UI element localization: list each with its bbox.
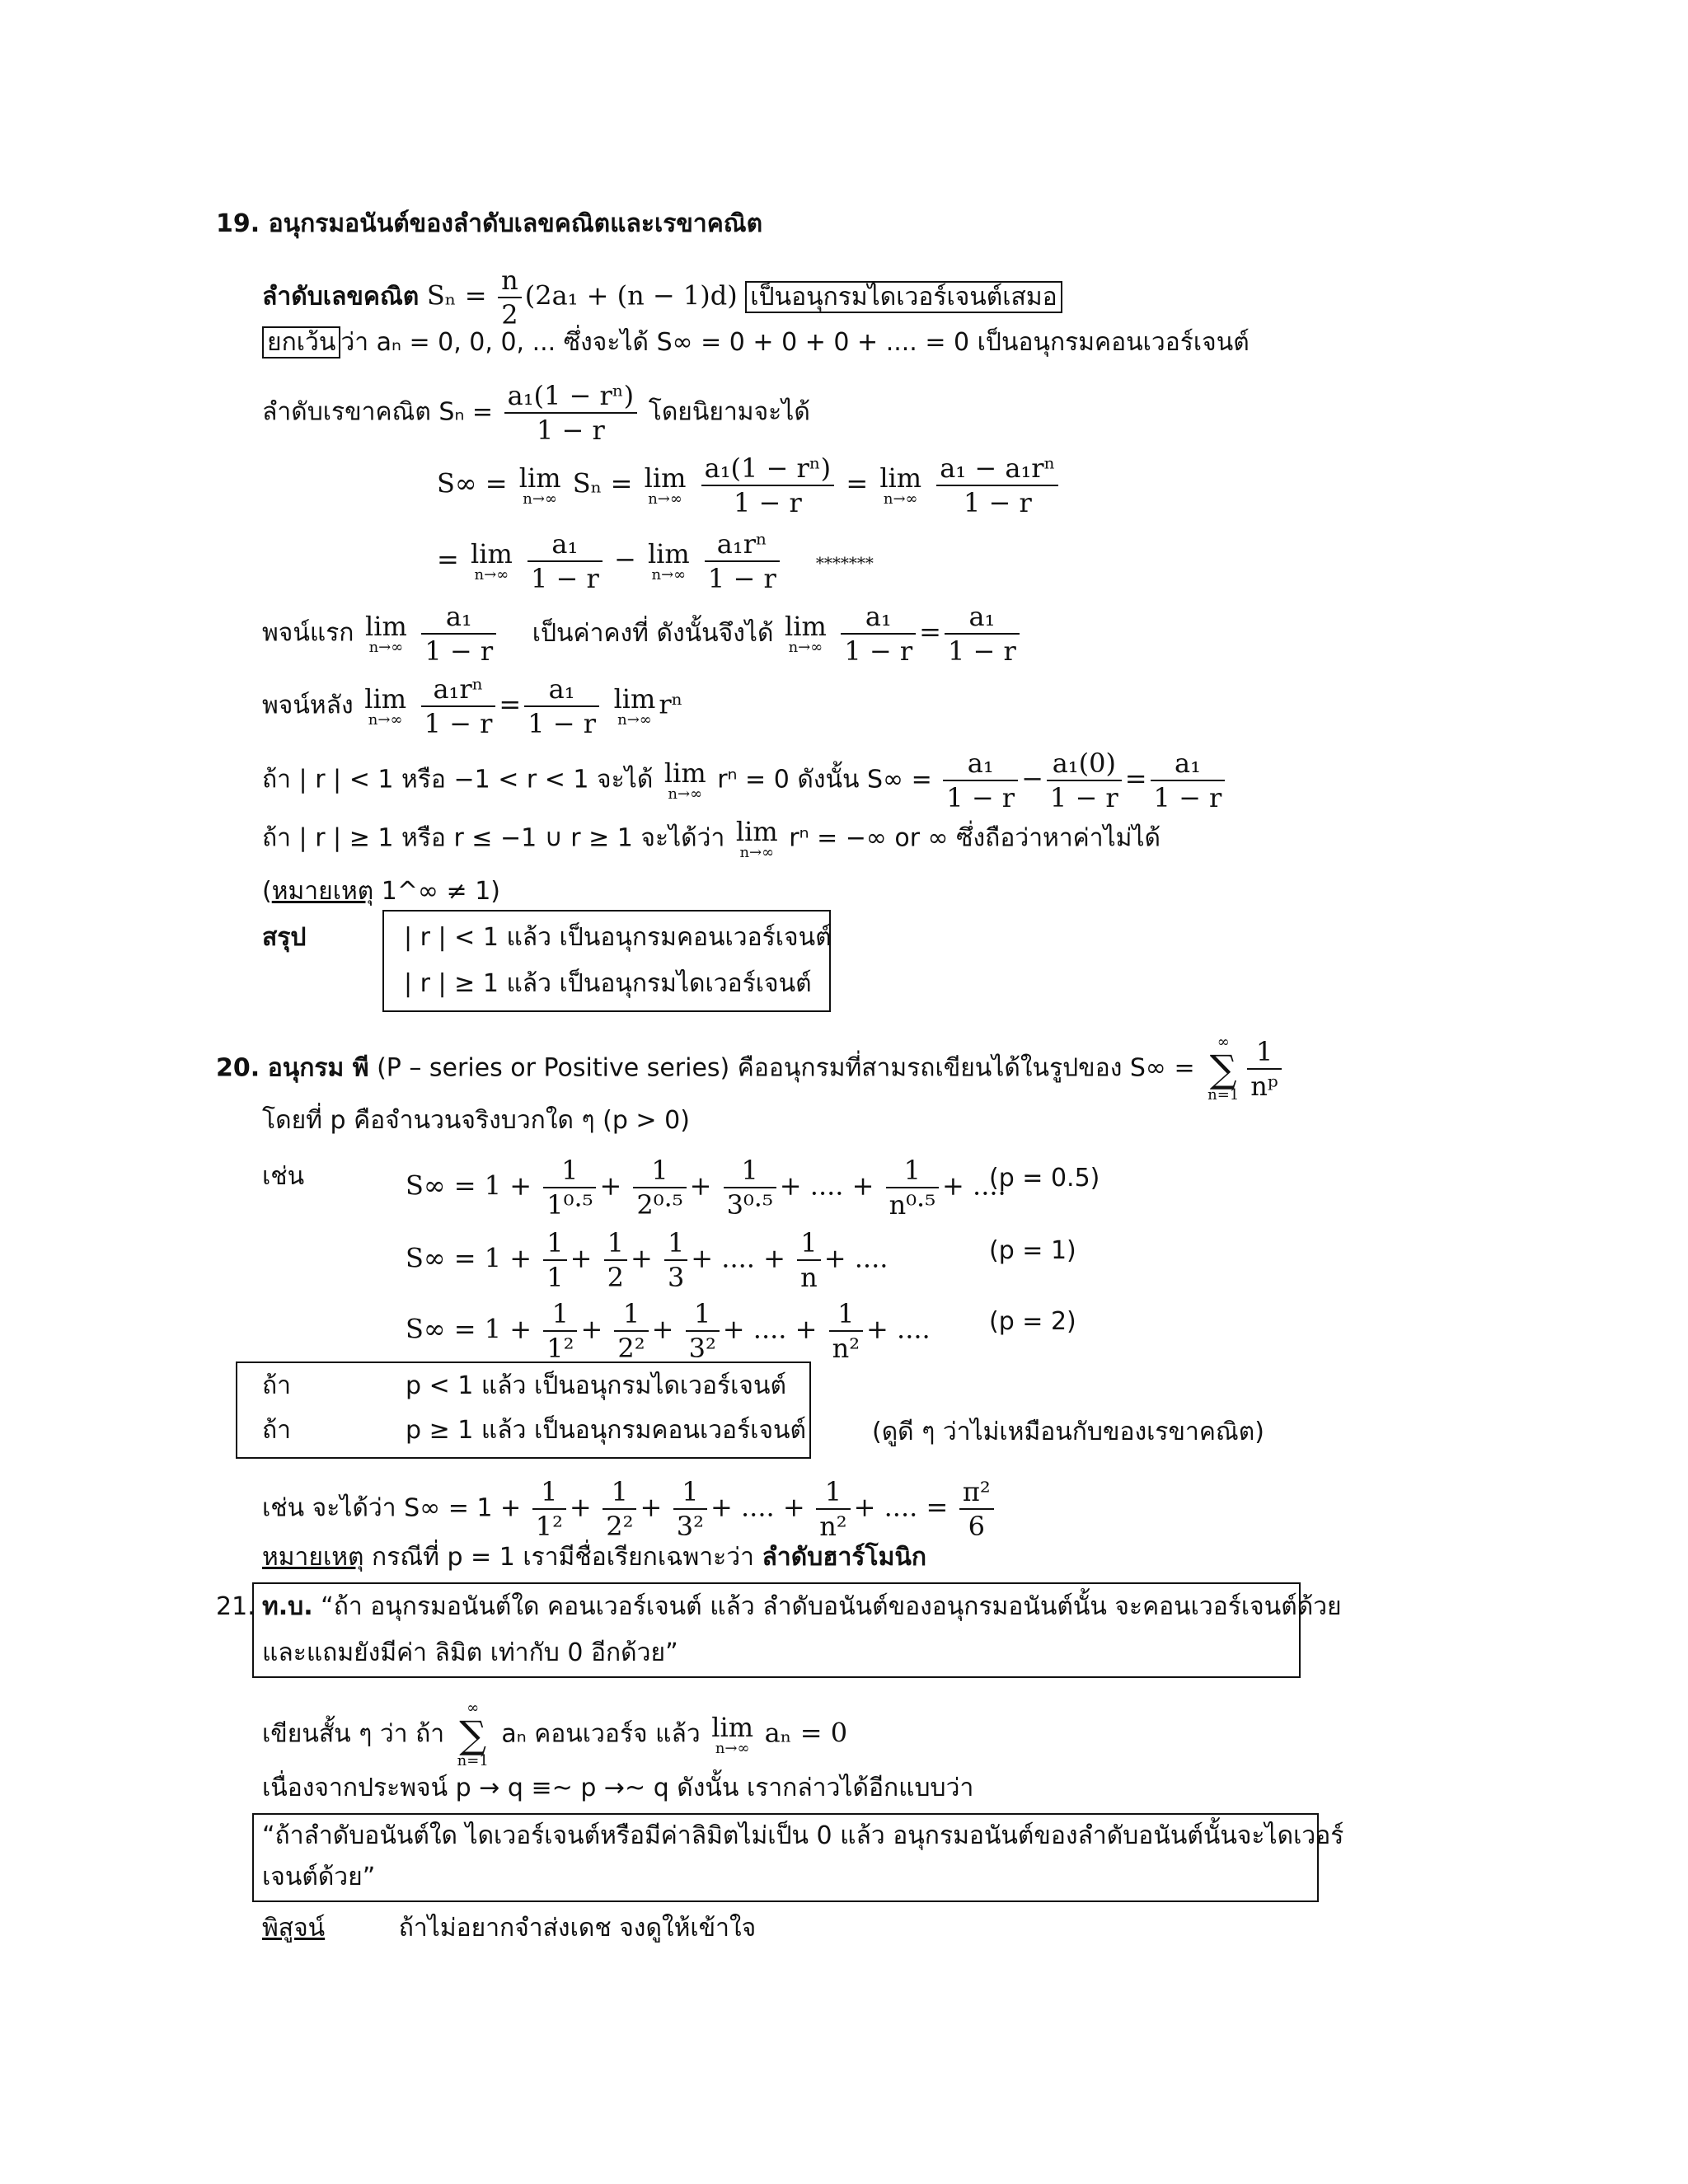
s21-num: 21. xyxy=(216,1592,256,1621)
lim-12: lim n→∞ xyxy=(711,1712,754,1757)
section-20-heading xyxy=(216,1035,1285,1103)
geo-frac: $\frac{\text{a₁(1 − rⁿ)}}{1 - r}$ xyxy=(504,379,638,447)
cond-1: p < 1 แล้ว เป็นอนุกรมไดเวอร์เจนต์ xyxy=(406,1371,786,1400)
geo-label: ลำดับเรขาคณิต Sₙ = xyxy=(262,397,494,427)
note-text: 1^∞ ≠ 1) xyxy=(381,877,500,906)
where-line: โดยที่ p คือจำนวนจริงบวกใด ๆ (p > 0) xyxy=(262,1106,690,1135)
eq2-line: = lim n→∞ $\frac{\text{a₁}}{1 - r}$ − lim n→∞ $\frac{\text{a₁rⁿ}}{1 - r}$ ******* xyxy=(437,528,874,594)
theorem-line-1 xyxy=(262,1591,1342,1624)
eq1-lhs: S∞ = xyxy=(437,467,516,499)
ex2-line: S∞ = 1 + $\frac{1}{1}$ + $\frac{1}{2}$ + $\frac{1}{3}$ + .... + $\frac{1}{n}$ + .... xyxy=(406,1227,889,1293)
if2-a: ถ้า | r | ≥ 1 หรือ r ≤ −1 ∪ r ≥ 1 จะได้ว่า xyxy=(262,823,725,853)
first-const: เป็นค่าคงที่ ดังนั้นจึงได้ xyxy=(532,618,774,648)
if1-a: ถ้า | r | < 1 หรือ −1 < r < 1 จะได้ xyxy=(262,765,654,794)
lim-2: lim n→∞ xyxy=(644,462,687,508)
st-frac-1: $\frac{\text{a₁rⁿ}}{1 - r}$ xyxy=(421,673,496,740)
geo-line xyxy=(262,379,810,447)
cond-if-2: ถ้า xyxy=(262,1416,292,1445)
ft-frac-1: $\frac{\text{a₁}}{1 - r}$ xyxy=(421,600,496,668)
if1-frac-2: $\frac{\text{a₁(0)}}{1 - r}$ xyxy=(1047,747,1122,814)
harmonic-term: ลำดับฮาร์โมนิก xyxy=(762,1543,927,1572)
ex1-line: S∞ = 1 + $\frac{1}{\text{1⁰·⁵}}$ + $\frac{1}{\text{2⁰·⁵}}$ + $\frac{1}{\text{3⁰·⁵}}$ + .... + $\frac{1}{\text{n⁰·⁵}}$ + .... xyxy=(406,1155,1006,1221)
cond-if-1: ถ้า xyxy=(262,1371,292,1400)
proof-text: ถ้าไม่อยากจำส่งเดช จงดูให้เข้าใจ xyxy=(398,1914,757,1943)
lim-5: lim n→∞ xyxy=(647,538,690,583)
lim-9: lim n→∞ xyxy=(613,683,656,729)
harmonic-text: กรณีที่ p = 1 เรามีชื่อเรียกเฉพาะว่า xyxy=(372,1543,754,1572)
because-line: เนื่องจากประพจน์ p → q ≡~ p →~ q ดังนั้น เรากล่าวได้อีกแบบว่า xyxy=(262,1774,974,1802)
first-term-label: พจน์แรก xyxy=(262,618,354,648)
lim-1: lim n→∞ xyxy=(518,462,561,508)
short-b: aₙ คอนเวอร์จ แล้ว xyxy=(501,1719,701,1749)
alt-line-2: เจนต์ด้วย” xyxy=(262,1863,376,1891)
lim-10: lim n→∞ xyxy=(663,757,706,803)
if2-b: rⁿ = −∞ or ∞ ซึ่งถือว่าหาค่าไม่ได้ xyxy=(789,823,1161,853)
eg-label: เช่น xyxy=(262,1162,305,1191)
p1-label: (p = 0.5) xyxy=(989,1164,1100,1193)
arith-frac: $\frac{n}{2}$ xyxy=(498,264,522,331)
eq2-frac-2: $\frac{\text{a₁rⁿ}}{1 - r}$ xyxy=(705,527,780,595)
geo-def: โดยนิยามจะได้ xyxy=(648,397,810,427)
lim-4: lim n→∞ xyxy=(470,538,513,583)
sum-frac: $\frac{1}{\text{nᵖ}}$ xyxy=(1247,1035,1281,1103)
alt-line-1: “ถ้าลำดับอนันต์ใด ไดเวอร์เจนต์หรือมีค่าลิมิตไม่เป็น 0 แล้ว อนุกรมอนันต์ของลำดับอนันต์นั้นจะไดเวอร์ xyxy=(262,1821,1344,1850)
lim-8: lim n→∞ xyxy=(364,683,407,729)
s20-num: 20. xyxy=(216,1053,260,1083)
if2-line xyxy=(262,818,1160,860)
note-open: ( xyxy=(262,877,272,906)
theorem-label: ท.บ. xyxy=(262,1592,313,1621)
if1-line: ถ้า | r | < 1 หรือ −1 < r < 1 จะได้ lim n→∞ rⁿ = 0 ดังนั้น S∞ = $\frac{\text{a₁}}{1 - r}$ − $\frac{\text{a₁(0)}}{1 - r}$ = $\frac{\text{a₁}}{1 - r}$ xyxy=(262,747,1228,814)
except-label: ยกเว้น xyxy=(262,326,340,359)
st-frac-2: $\frac{\text{a₁}}{1 - r}$ xyxy=(524,673,599,740)
harmonic-line xyxy=(262,1541,926,1574)
summary-1: | r | < 1 แล้ว เป็นอนุกรมคอนเวอร์เจนต์ xyxy=(404,923,832,952)
p2-label: (p = 1) xyxy=(989,1236,1076,1265)
short-a: เขียนสั้น ๆ ว่า ถ้า xyxy=(262,1719,445,1749)
arith-label: ลำดับเลขคณิต xyxy=(262,282,420,312)
pi-frac: $\frac{\text{π²}}{6}$ xyxy=(959,1475,994,1543)
ex3-line: S∞ = 1 + $\frac{1}{\text{1²}}$ + $\frac{1}{\text{2²}}$ + $\frac{1}{\text{3²}}$ + .... + $\frac{1}{\text{n²}}$ + .... xyxy=(406,1298,931,1364)
sum-symbol-2: ∞ ∑ n=1 xyxy=(457,1699,489,1769)
short-line xyxy=(262,1701,847,1769)
if1-frac-1: $\frac{\text{a₁}}{1 - r}$ xyxy=(943,747,1018,814)
lim-3: lim n→∞ xyxy=(879,462,922,508)
section-19-heading: 19. อนุกรมอนันต์ของลำดับเลขคณิตและเรขาคณิต xyxy=(216,209,763,238)
summary-2: | r | ≥ 1 แล้ว เป็นอนุกรมไดเวอร์เจนต์ xyxy=(404,969,812,998)
s20-title: อนุกรม พี xyxy=(267,1053,369,1083)
arith-note-box: เป็นอนุกรมไดเวอร์เจนต์เสมอ xyxy=(745,281,1062,313)
lim-6: lim n→∞ xyxy=(365,611,407,656)
except-line xyxy=(262,326,1250,359)
eq1-frac-1: $\frac{\text{a₁(1 − rⁿ)}}{1 - r}$ xyxy=(701,452,835,519)
second-term-line: พจน์หลัง lim n→∞ $\frac{\text{a₁rⁿ}}{1 - r}$ = $\frac{\text{a₁}}{1 - r}$ lim n→∞ rⁿ xyxy=(262,673,683,739)
harmonic-note-label: หมายเหตุ xyxy=(262,1543,364,1572)
first-term-line: พจน์แรก lim n→∞ $\frac{\text{a₁}}{1 - r}$ เป็นค่าคงที่ ดังนั้นจึงได้ lim n→∞ $\frac{\text{a₁}}{1 - r}$ = $\frac{\text{a₁}}{1 - r}$ xyxy=(262,600,1023,668)
arith-lhs: Sₙ = xyxy=(426,279,487,312)
short-c: aₙ = 0 xyxy=(764,1717,848,1749)
if1-frac-3: $\frac{\text{a₁}}{1 - r}$ xyxy=(1151,747,1226,814)
theorem-text-1: “ถ้า อนุกรมอนันต์ใด คอนเวอร์เจนต์ แล้ว ลำดับอนันต์ของอนุกรมอนันต์นั้น จะคอนเวอร์เจนต์ด้วย xyxy=(321,1592,1342,1621)
summary-label: สรุป xyxy=(262,923,307,952)
theorem-line-2: และแถมยังมีค่า ลิมิต เท่ากับ 0 อีกด้วย” xyxy=(262,1638,678,1667)
ft-frac-2: $\frac{\text{a₁}}{1 - r}$ xyxy=(841,600,916,668)
lim-11: lim n→∞ xyxy=(735,816,778,861)
note-line xyxy=(262,875,500,908)
stars: ******* xyxy=(815,552,874,573)
arith-rhs: (2a₁ + (n − 1)d) xyxy=(524,279,738,312)
if1-b: rⁿ = 0 ดังนั้น S∞ = xyxy=(717,765,932,794)
eq2-frac-1: $\frac{\text{a₁}}{1 - r}$ xyxy=(528,527,603,595)
note-label: หมายเหตุ xyxy=(271,877,374,906)
cond-note: (ดูดี ๆ ว่าไม่เหมือนกับของเรขาคณิต) xyxy=(872,1418,1264,1446)
eg2-line: เช่น จะได้ว่า S∞ = 1 + $\frac{1}{\text{1²}}$ + $\frac{1}{\text{2²}}$ + $\frac{1}{\text{3²}}$ + .... + $\frac{1}{\text{n²}}$ + .... = $\frac{\text{π²}}{6}$ xyxy=(262,1475,997,1543)
eq1-frac-2: $\frac{\text{a₁ − a₁rⁿ}}{1 - r}$ xyxy=(936,452,1058,519)
p3-label: (p = 2) xyxy=(989,1307,1076,1336)
proof-line xyxy=(262,1912,756,1945)
eq1-line: S∞ = lim n→∞ Sₙ = lim n→∞ $\frac{\text{a₁(1 − rⁿ)}}{1 - r}$ = lim n→∞ $\frac{\text{a₁ − a₁rⁿ}}{1 - r}$ xyxy=(437,452,1062,519)
s20-rest: (P – series or Positive series) คืออนุกรมที่สามรถเขียนได้ในรูปของ S∞ = xyxy=(377,1053,1195,1083)
eq1-sn: Sₙ = xyxy=(572,467,633,499)
cond-2: p ≥ 1 แล้ว เป็นอนุกรมคอนเวอร์เจนต์ xyxy=(406,1416,807,1445)
arith-line xyxy=(262,264,1062,331)
ft-frac-3: $\frac{\text{a₁}}{1 - r}$ xyxy=(945,600,1020,668)
lim-7: lim n→∞ xyxy=(785,611,827,656)
except-text: ว่า aₙ = 0, 0, 0, ... ซึ่งจะได้ S∞ = 0 + 0 + 0 + .... = 0 เป็นอนุกรมคอนเวอร์เจนต์ xyxy=(340,328,1250,357)
sum-symbol-1: ∞ ∑ n=1 xyxy=(1207,1033,1240,1104)
proof-label: พิสูจน์ xyxy=(262,1914,326,1943)
second-term-label: พจน์หลัง xyxy=(262,691,354,720)
